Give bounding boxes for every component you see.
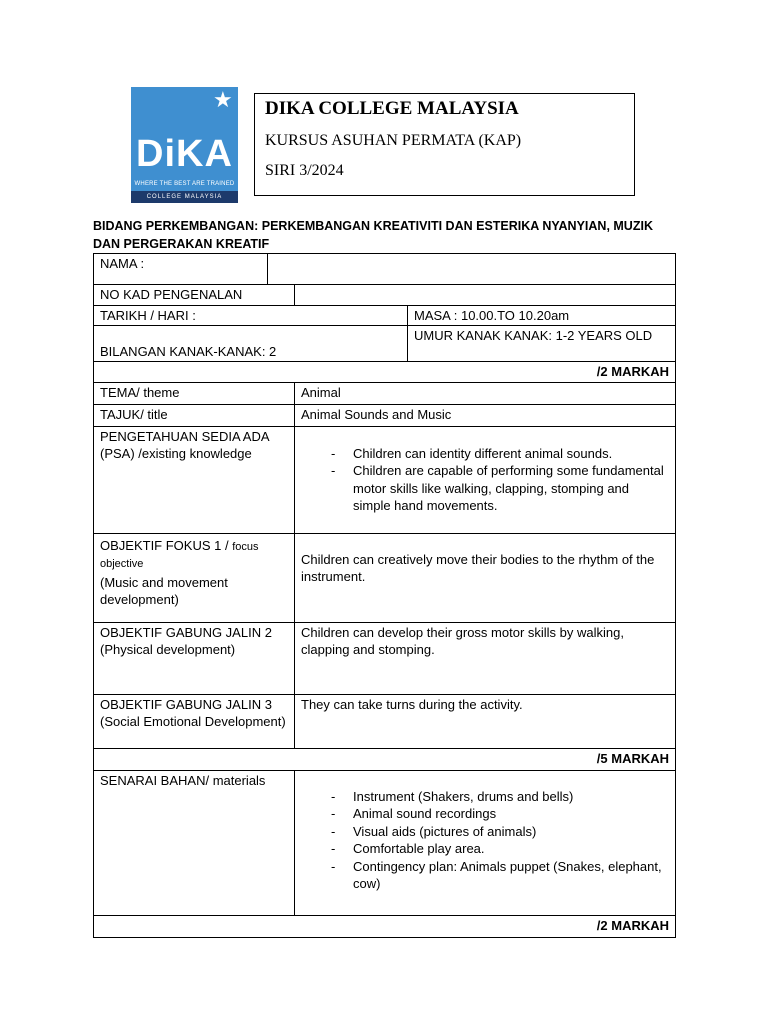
lesson-plan-table bbox=[93, 253, 676, 938]
obj1-label-line1: OBJEKTIF FOKUS 1 / bbox=[100, 537, 233, 553]
obj2-label-line1: OBJEKTIF GABUNG JALIN 2 bbox=[100, 624, 272, 640]
obj2-value: Children can develop their gross motor skills by walking, clapping and stomping. bbox=[295, 622, 676, 694]
row-tajuk bbox=[94, 404, 676, 426]
markah-1: /2 MARKAH bbox=[94, 362, 676, 383]
nama-label: NAMA : bbox=[94, 254, 268, 285]
bidang-heading: BIDANG PERKEMBANGAN: PERKEMBANGAN KREATIVITI DAN ESTERIKA NYANYIAN, MUZIK DAN PERGERAKAN KREATIF bbox=[93, 219, 653, 251]
obj1-label-small2: objective bbox=[100, 558, 144, 570]
tema-label: TEMA/ theme bbox=[94, 382, 295, 404]
tajuk-label: TAJUK/ title bbox=[94, 404, 295, 426]
series-label: SIRI 3/2024 bbox=[265, 162, 344, 179]
row-tema bbox=[94, 382, 676, 404]
row-ic bbox=[94, 285, 676, 306]
row-psa bbox=[94, 426, 676, 533]
list-item: - Contingency plan: Animals puppet (Snakes, elephant, cow) bbox=[331, 858, 669, 893]
row-markah-3 bbox=[94, 915, 676, 937]
markah-2: /5 MARKAH bbox=[94, 748, 676, 770]
nama-field[interactable] bbox=[268, 254, 676, 285]
ic-label: NO KAD PENGENALAN bbox=[94, 285, 295, 306]
psa-label-line1: PENGETAHUAN SEDIA ADA bbox=[100, 428, 270, 444]
row-tarikh bbox=[94, 305, 676, 326]
list-item: - Comfortable play area. bbox=[331, 840, 669, 858]
obj3-label-line2: (Social Emotional Development) bbox=[100, 714, 286, 729]
bahan-value bbox=[295, 770, 676, 915]
ic-field[interactable] bbox=[295, 285, 676, 306]
list-item: - Children are capable of performing some fundamental motor skills like walking, clapping, stomping and simple hand movements. bbox=[331, 462, 669, 515]
tarikh-label: TARIKH / HARI : bbox=[94, 305, 408, 326]
obj1-label-small1: focus bbox=[232, 540, 259, 553]
psa-label bbox=[94, 426, 295, 533]
obj1-label bbox=[94, 533, 295, 622]
logo-tagline: WHERE THE BEST ARE TRAINED bbox=[134, 181, 235, 187]
list-item: - Visual aids (pictures of animals) bbox=[331, 823, 669, 841]
course-name: KURSUS ASUHAN PERMATA (KAP) bbox=[265, 132, 522, 149]
psa-label-line2: (PSA) /existing knowledge bbox=[100, 446, 252, 461]
list-item: - Animal sound recordings bbox=[331, 805, 669, 823]
obj3-label-line1: OBJEKTIF GABUNG JALIN 3 bbox=[100, 696, 272, 712]
obj3-label bbox=[94, 694, 295, 748]
list-item: - Children can identity different animal sounds. bbox=[331, 445, 669, 463]
logo-band: COLLEGE MALAYSIA bbox=[131, 191, 238, 203]
row-bahan bbox=[94, 770, 676, 915]
row-obj1 bbox=[94, 533, 676, 622]
row-bilangan bbox=[94, 326, 676, 362]
header-box bbox=[254, 93, 635, 196]
star-icon: ★ bbox=[213, 87, 233, 112]
obj1-value: Children can creatively move their bodies to the rhythm of the instrument. bbox=[295, 533, 676, 622]
umur-label: UMUR KANAK KANAK: 1-2 YEARS OLD bbox=[408, 326, 676, 362]
logo-wordmark: DiKA bbox=[136, 133, 233, 175]
masa-label: MASA : 10.00.TO 10.20am bbox=[408, 305, 676, 326]
list-item: - Instrument (Shakers, drums and bells) bbox=[331, 788, 669, 806]
tema-value: Animal bbox=[295, 382, 676, 404]
obj1-label-line2: (Music and movement development) bbox=[100, 574, 228, 607]
row-obj3 bbox=[94, 694, 676, 748]
dika-logo bbox=[131, 87, 238, 203]
bilangan-label: BILANGAN KANAK-KANAK: 2 bbox=[94, 326, 408, 362]
tajuk-value: Animal Sounds and Music bbox=[295, 404, 676, 426]
bahan-label: SENARAI BAHAN/ materials bbox=[94, 770, 295, 915]
obj2-label bbox=[94, 622, 295, 694]
psa-value bbox=[295, 426, 676, 533]
bahan-list bbox=[301, 788, 669, 893]
obj2-label-line2: (Physical development) bbox=[100, 642, 236, 657]
row-obj2 bbox=[94, 622, 676, 694]
row-markah-2 bbox=[94, 748, 676, 770]
row-markah-1 bbox=[94, 362, 676, 383]
obj3-value: They can take turns during the activity. bbox=[295, 694, 676, 748]
row-nama bbox=[94, 254, 676, 285]
psa-list bbox=[301, 445, 669, 515]
markah-3: /2 MARKAH bbox=[94, 915, 676, 937]
college-title: DIKA COLLEGE MALAYSIA bbox=[265, 98, 519, 119]
